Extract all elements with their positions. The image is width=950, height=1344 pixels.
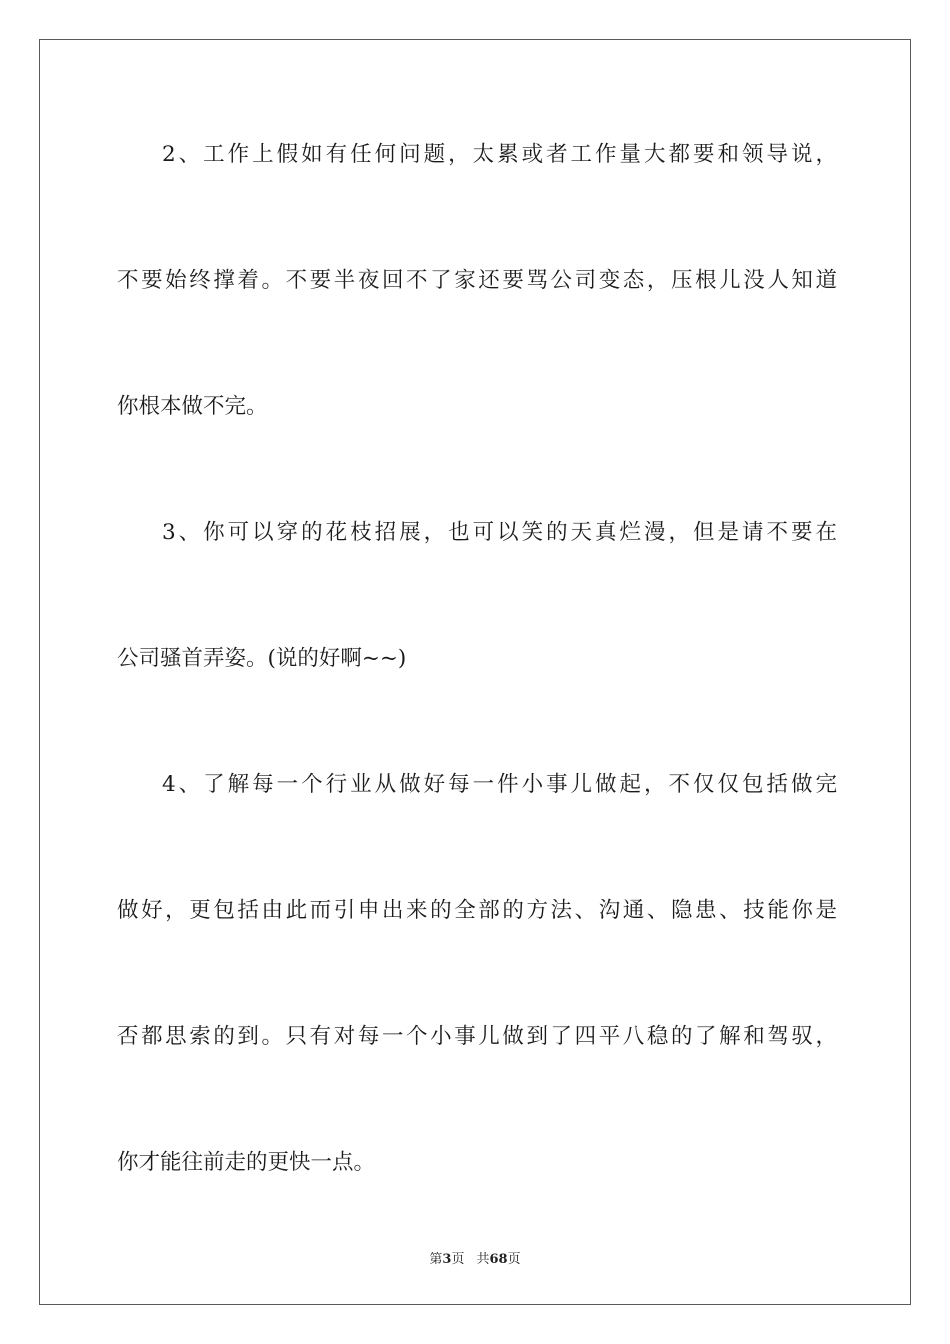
page-footer [0, 1248, 950, 1267]
paragraph-2-line-2: 不要始终撑着。不要半夜回不了家还要骂公司变态，压根儿没人知道 [117, 268, 837, 293]
page-number: 3 [442, 1252, 452, 1267]
paragraph-4-line-3: 否都思索的到。只有对每一个小事儿做到了四平八稳的了解和驾驭， [117, 1024, 837, 1049]
total-prefix: 共 [476, 1252, 490, 1267]
paragraph-4-line-1: 4、了解每一个行业从做好每一件小事儿做起，不仅仅包括做完 [162, 772, 837, 797]
paragraph-4-line-2: 做好，更包括由此而引申出来的全部的方法、沟通、隐患、技能你是 [117, 898, 837, 923]
page-prefix: 第 [429, 1252, 443, 1267]
paragraph-3-line-1: 3、你可以穿的花枝招展，也可以笑的天真烂漫，但是请不要在 [162, 520, 837, 545]
total-pages: 68 [489, 1252, 508, 1267]
total-suffix: 页 [507, 1252, 521, 1267]
document-body [117, 100, 837, 1234]
paragraph-4-line-4: 你才能往前走的更快一点。 [117, 1150, 376, 1175]
paragraph-3-line-2: 公司骚首弄姿。(说的好啊~~) [117, 646, 407, 671]
paragraph-2-line-1: 2、工作上假如有任何问题，太累或者工作量大都要和领导说， [162, 142, 837, 167]
paragraph-2-line-3: 你根本做不完。 [117, 394, 268, 419]
page-suffix: 页 [451, 1252, 465, 1267]
